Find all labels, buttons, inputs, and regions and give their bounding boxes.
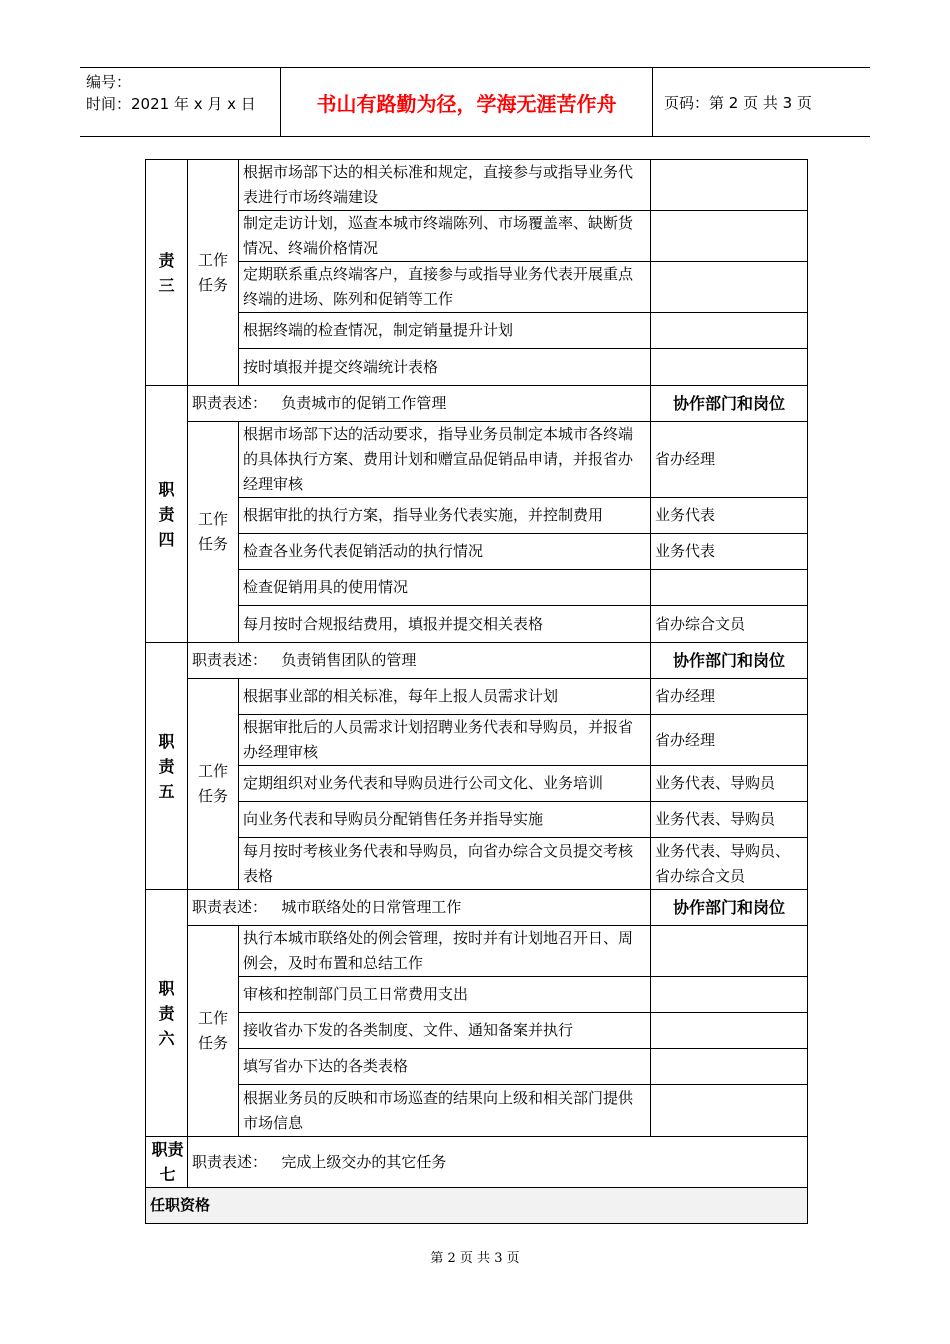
table-row (146, 926, 808, 977)
duty-title: 职责五 (146, 643, 188, 890)
task-cell: 按时填报并提交终端统计表格 (239, 349, 651, 386)
table-row (146, 1085, 808, 1137)
duty-title: 职责六 (146, 890, 188, 1137)
duty-description: 职责表述： 完成上级交办的其它任务 (188, 1137, 808, 1188)
table-row (146, 1049, 808, 1085)
table-row (146, 643, 808, 679)
work-tasks-label: 工作任务 (188, 926, 239, 1137)
table-row (146, 977, 808, 1013)
table-row (146, 715, 808, 766)
table-row (146, 534, 808, 570)
table-row (146, 498, 808, 534)
coop-header: 协作部门和岗位 (651, 890, 808, 926)
task-cell: 每月按时合规报结费用，填报并提交相关表格 (239, 606, 651, 643)
header-page-info: 页码：第 2 页 共 3 页 (664, 94, 812, 112)
task-cell: 根据审批的执行方案，指导业务代表实施，并控制费用 (239, 498, 651, 534)
task-cell: 定期组织对业务代表和导购员进行公司文化、业务培训 (239, 766, 651, 802)
duty-table (145, 159, 808, 1224)
duty-description: 职责表述： 城市联络处的日常管理工作 (188, 890, 651, 926)
partner-cell: 业务代表 (651, 498, 808, 534)
table-row (146, 1137, 808, 1188)
partner-cell: 业务代表、导购员、省办综合文员 (651, 838, 808, 890)
table-row (146, 349, 808, 386)
table-row (146, 313, 808, 349)
duty-title: 职责七 (146, 1137, 188, 1188)
task-cell: 定期联系重点终端客户，直接参与或指导业务代表开展重点终端的进场、陈列和促销等工作 (239, 262, 651, 313)
table-row (146, 890, 808, 926)
table-row (146, 422, 808, 498)
partner-cell: 业务代表 (651, 534, 808, 570)
table-row (146, 160, 808, 211)
table-row (146, 1188, 808, 1224)
partner-cell: 业务代表、导购员 (651, 802, 808, 838)
partner-cell (651, 211, 808, 262)
work-tasks-label: 工作任务 (188, 679, 239, 890)
task-cell: 根据终端的检查情况，制定销量提升计划 (239, 313, 651, 349)
partner-cell (651, 570, 808, 606)
partner-cell (651, 1049, 808, 1085)
task-cell: 接收省办下发的各类制度、文件、通知备案并执行 (239, 1013, 651, 1049)
table-row (146, 262, 808, 313)
duty-description: 职责表述： 负责销售团队的管理 (188, 643, 651, 679)
table-row (146, 386, 808, 422)
date-label: 时间：2021 年 x 月 x 日 (86, 95, 256, 113)
task-cell: 根据审批后的人员需求计划招聘业务代表和导购员，并报省办经理审核 (239, 715, 651, 766)
task-cell: 根据业务员的反映和市场巡查的结果向上级和相关部门提供市场信息 (239, 1085, 651, 1137)
work-tasks-label: 工作任务 (188, 422, 239, 643)
table-row (146, 679, 808, 715)
task-cell: 制定走访计划，巡查本城市终端陈列、市场覆盖率、缺断货情况、终端价格情况 (239, 211, 651, 262)
partner-cell (651, 262, 808, 313)
task-cell: 检查各业务代表促销活动的执行情况 (239, 534, 651, 570)
partner-cell (651, 926, 808, 977)
duty-title: 职责四 (146, 386, 188, 643)
table-row (146, 1013, 808, 1049)
task-cell: 每月按时考核业务代表和导购员，向省办综合文员提交考核表格 (239, 838, 651, 890)
table-row (146, 606, 808, 643)
partner-cell (651, 349, 808, 386)
partner-cell (651, 160, 808, 211)
partner-cell (651, 1013, 808, 1049)
partner-cell (651, 313, 808, 349)
task-cell: 向业务代表和导购员分配销售任务并指导实施 (239, 802, 651, 838)
coop-header: 协作部门和岗位 (651, 386, 808, 422)
qualification-heading: 任职资格 (146, 1188, 808, 1224)
task-cell: 根据市场部下达的相关标准和规定，直接参与或指导业务代表进行市场终端建设 (239, 160, 651, 211)
task-cell: 审核和控制部门员工日常费用支出 (239, 977, 651, 1013)
task-cell: 填写省办下达的各类表格 (239, 1049, 651, 1085)
partner-cell: 省办经理 (651, 422, 808, 498)
coop-header: 协作部门和岗位 (651, 643, 808, 679)
partner-cell (651, 1085, 808, 1137)
partner-cell (651, 977, 808, 1013)
partner-cell: 省办综合文员 (651, 606, 808, 643)
duty-title: 责三 (146, 160, 188, 386)
task-cell: 根据事业部的相关标准，每年上报人员需求计划 (239, 679, 651, 715)
partner-cell: 业务代表、导购员 (651, 766, 808, 802)
table-row (146, 570, 808, 606)
task-cell: 检查促销用具的使用情况 (239, 570, 651, 606)
table-row (146, 838, 808, 890)
header-divider (652, 68, 653, 136)
page-footer: 第 2 页 共 3 页 (430, 1251, 520, 1266)
table-row (146, 766, 808, 802)
task-cell: 根据市场部下达的活动要求，指导业务员制定本城市各终端的具体执行方案、费用计划和赠宣品促销品申请，并报省办经理审核 (239, 422, 651, 498)
page-header (80, 67, 870, 137)
duty-description: 职责表述： 负责城市的促销工作管理 (188, 386, 651, 422)
table-row (146, 802, 808, 838)
work-tasks-label: 工作任务 (188, 160, 239, 386)
task-cell: 执行本城市联络处的例会管理，按时并有计划地召开日、周例会，及时布置和总结工作 (239, 926, 651, 977)
partner-cell: 省办经理 (651, 679, 808, 715)
header-meta (86, 71, 276, 115)
header-motto: 书山有路勤为径，学海无涯苦作舟 (316, 92, 617, 116)
table-row (146, 211, 808, 262)
serial-label: 编号： (86, 73, 132, 91)
partner-cell: 省办经理 (651, 715, 808, 766)
